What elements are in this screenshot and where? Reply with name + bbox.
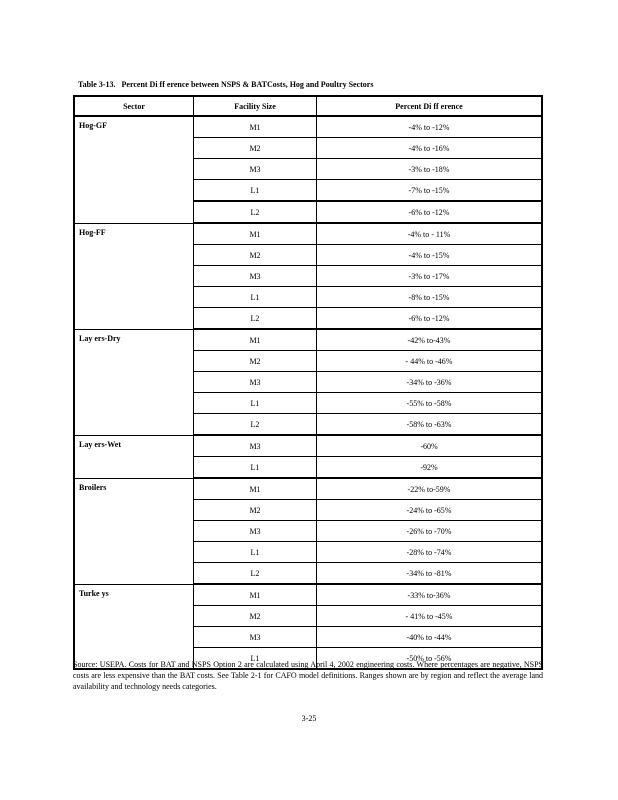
table-row [74, 116, 542, 138]
facility-size-cell: M3 [194, 627, 317, 648]
percent-difference-cell: -6% to -12% [317, 308, 543, 330]
table-row [74, 223, 542, 245]
facility-size-cell: L2 [194, 201, 317, 223]
header-facility-size: Facility Size [194, 96, 317, 116]
percent-difference-cell: -26% to -70% [317, 521, 543, 542]
facility-size-cell: M1 [194, 584, 317, 606]
percent-difference-cell: -7% to -15% [317, 180, 543, 202]
table-row [74, 478, 542, 500]
sector-cell: Lay ers-Dry [74, 329, 194, 435]
table-body [74, 116, 542, 669]
facility-size-cell: M1 [194, 478, 317, 500]
table-row [74, 584, 542, 606]
page-number: 3-25 [301, 714, 317, 723]
percent-difference-cell: -6% to -12% [317, 201, 543, 223]
table-caption [78, 80, 377, 89]
percent-difference-cell: -58% to -63% [317, 414, 543, 436]
percent-difference-cell: -33% to-36% [317, 584, 543, 606]
facility-size-cell: L1 [194, 287, 317, 308]
percent-difference-cell: -3% to -17% [317, 266, 543, 287]
percent-difference-cell: -40% to -44% [317, 627, 543, 648]
source-note: Source: USEPA. Costs for BAT and NSPS Option 2 are calculated using April 4, 2002 engineering costs. Where percentages are negative, NSPS costs are less expensive than the BAT costs. See Table 2-1 for CAFO model definitions. Ranges shown are by region and reflect the average land availability and technology needs categories. [73, 660, 543, 691]
percent-difference-cell: -55% to -58% [317, 393, 543, 414]
percent-difference-cell: -60% [317, 435, 543, 457]
percent-difference-cell: -34% to -81% [317, 563, 543, 585]
percent-difference-cell: -4% to -16% [317, 138, 543, 159]
percent-difference-cell: -50% to -56% [317, 648, 543, 670]
facility-size-cell: M3 [194, 159, 317, 180]
table-row [74, 435, 542, 457]
facility-size-cell: M3 [194, 372, 317, 393]
table-title: Percent Di ff erence between NSPS & BATCosts, Hog and Poultry Sectors [121, 80, 374, 89]
facility-size-cell: M1 [194, 116, 317, 138]
sector-cell: Broilers [74, 478, 194, 584]
facility-size-cell: M2 [194, 500, 317, 521]
facility-size-cell: M2 [194, 351, 317, 372]
facility-size-cell: M2 [194, 245, 317, 266]
percent-difference-cell: -28% to -74% [317, 542, 543, 563]
facility-size-cell: M3 [194, 266, 317, 287]
percent-difference-cell: - 44% to -46% [317, 351, 543, 372]
facility-size-cell: L2 [194, 414, 317, 436]
facility-size-cell: L1 [194, 648, 317, 670]
facility-size-cell: L1 [194, 180, 317, 202]
sector-cell: Turke ys [74, 584, 194, 669]
table-number: Table 3-13. [78, 80, 116, 89]
facility-size-cell: L1 [194, 542, 317, 563]
facility-size-cell: M1 [194, 329, 317, 351]
percent-difference-cell: -22% to-59% [317, 478, 543, 500]
facility-size-cell: L1 [194, 393, 317, 414]
facility-size-cell: L2 [194, 563, 317, 585]
facility-size-cell: L1 [194, 457, 317, 479]
sector-cell: Hog-FF [74, 223, 194, 329]
facility-size-cell: M3 [194, 435, 317, 457]
percent-difference-cell: -4% to -12% [317, 116, 543, 138]
header-percent-difference: Percent Di ff erence [317, 96, 543, 116]
percent-difference-cell: -34% to -36% [317, 372, 543, 393]
percent-difference-cell: -24% to -65% [317, 500, 543, 521]
percent-difference-table [73, 95, 543, 670]
facility-size-cell: M2 [194, 138, 317, 159]
percent-difference-cell: -4% to - 11% [317, 223, 543, 245]
facility-size-cell: M1 [194, 223, 317, 245]
percent-difference-cell: -3% to -18% [317, 159, 543, 180]
facility-size-cell: L2 [194, 308, 317, 330]
percent-difference-cell: -42% to-43% [317, 329, 543, 351]
percent-difference-cell: - 41% to -45% [317, 606, 543, 627]
percent-difference-cell: -8% to -15% [317, 287, 543, 308]
sector-cell: Lay ers-Wet [74, 435, 194, 478]
table-row [74, 329, 542, 351]
sector-cell: Hog-GF [74, 116, 194, 223]
header-row [74, 96, 542, 116]
percent-difference-cell: -4% to -15% [317, 245, 543, 266]
header-sector: Sector [74, 96, 194, 116]
facility-size-cell: M2 [194, 606, 317, 627]
percent-difference-cell: -92% [317, 457, 543, 479]
facility-size-cell: M3 [194, 521, 317, 542]
